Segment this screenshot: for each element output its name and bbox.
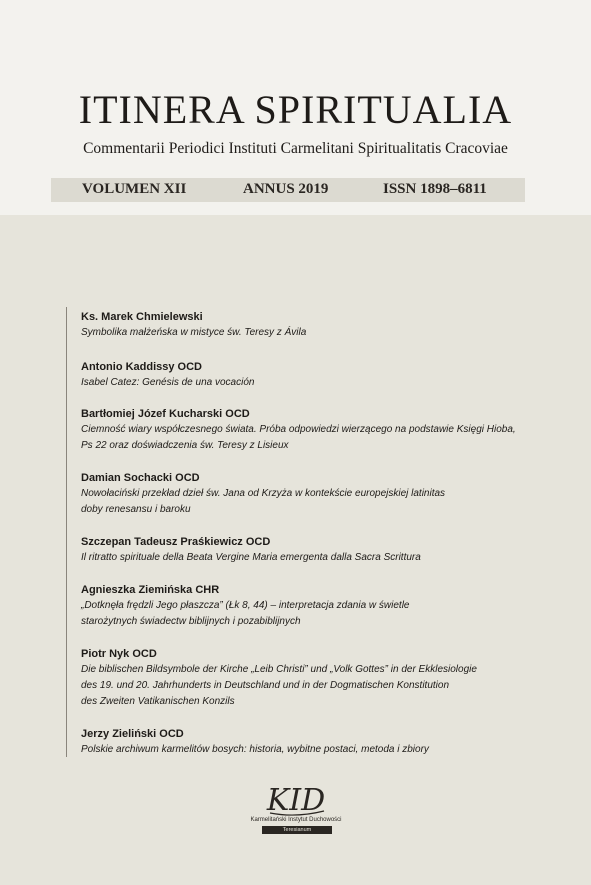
article-author: Szczepan Tadeusz Praśkiewicz OCD bbox=[81, 536, 271, 548]
article-author: Damian Sochacki OCD bbox=[81, 472, 200, 484]
toc-entry bbox=[81, 583, 521, 630]
toc-entry bbox=[81, 310, 521, 341]
toc-entry bbox=[81, 360, 521, 391]
article-title-line: Ps 22 oraz doświadczenia św. Teresy z Lisieux bbox=[81, 440, 289, 451]
article-author: Ks. Marek Chmielewski bbox=[81, 311, 203, 323]
article-author: Agnieszka Ziemińska CHR bbox=[81, 584, 220, 596]
article-title-line: Ciemność wiary współczesnego świata. Próba odpowiedzi wierzącego na podstawie Księgi Hioba, bbox=[81, 424, 516, 435]
article-author: Piotr Nyk OCD bbox=[81, 648, 157, 660]
journal-title: ITINERA SPIRITUALIA bbox=[78, 87, 513, 132]
issn-label: ISSN 1898–6811 bbox=[383, 181, 487, 197]
article-title-line: doby renesansu i baroku bbox=[81, 504, 191, 515]
volume-label: VOLUMEN XII bbox=[82, 181, 187, 197]
article-title-line: des 19. und 20. Jahrhunderts in Deutschland und in der Dogmatischen Konstitution bbox=[81, 680, 450, 691]
article-title-line: des Zweiten Vatikanischen Konzils bbox=[81, 696, 235, 707]
toc-entry bbox=[81, 535, 521, 566]
table-of-contents bbox=[66, 307, 517, 757]
article-title-line: Symbolika małżeńska w mistyce św. Teresy z Ávila bbox=[81, 327, 307, 338]
publisher-badge: Teresianum bbox=[262, 826, 332, 834]
toc-entry bbox=[81, 471, 521, 518]
publisher-name: Karmelitański Instytut Duchowości bbox=[250, 817, 342, 823]
article-title-line: Isabel Catez: Genésis de una vocación bbox=[81, 377, 255, 388]
logo-lettering: KID bbox=[266, 783, 326, 818]
toc-entry bbox=[81, 407, 521, 454]
year-label: ANNUS 2019 bbox=[243, 181, 329, 197]
article-title-line: Il ritratto spirituale della Beata Vergine Maria emergenta dalla Sacra Scrittura bbox=[81, 552, 421, 563]
article-author: Antonio Kaddissy OCD bbox=[81, 361, 203, 373]
toc-entry bbox=[81, 727, 521, 758]
article-title-line: „Dotknęła frędzli Jego płaszcza” (Łk 8, 44) – interpretacja zdania w świetle bbox=[81, 600, 410, 611]
kid-logo-icon bbox=[240, 780, 352, 820]
article-title-line: Polskie archiwum karmelitów bosych: historia, wybitne postaci, metoda i zbiory bbox=[81, 744, 429, 755]
journal-subtitle: Commentarii Periodici Instituti Carmelitani Spiritualitatis Cracoviae bbox=[83, 140, 508, 157]
toc-entry bbox=[81, 647, 521, 710]
article-title-line: starożytnych świadectw biblijnych i pozabiblijnych bbox=[81, 616, 301, 627]
article-title-line: Nowołaciński przekład dzieł św. Jana od Krzyża w kontekście europejskiej latinitas bbox=[81, 488, 446, 499]
volume-info-bar bbox=[51, 178, 525, 202]
article-author: Bartłomiej Józef Kucharski OCD bbox=[81, 408, 250, 420]
article-author: Jerzy Zieliński OCD bbox=[81, 728, 184, 740]
article-title-line: Die biblischen Bildsymbole der Kirche „Leib Christi” und „Volk Gottes” in der Ekklesiologie bbox=[81, 664, 477, 675]
